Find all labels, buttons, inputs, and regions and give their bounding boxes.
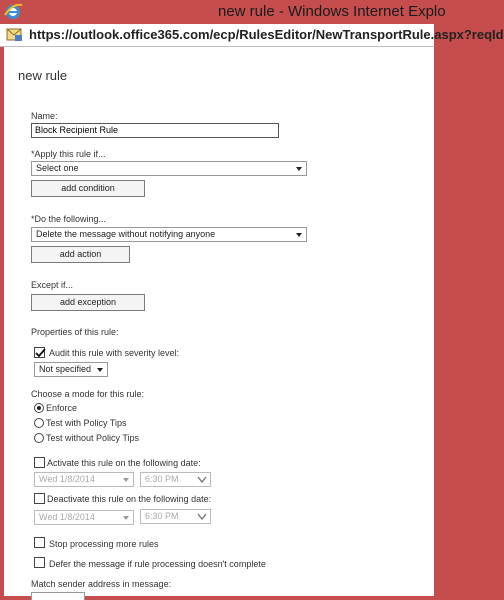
properties-label: Properties of this rule:: [31, 327, 119, 337]
deactivate-label: Deactivate this rule on the following date:: [47, 494, 212, 504]
chevron-down-icon: [97, 368, 103, 372]
chevron-down-icon: [296, 233, 302, 237]
add-condition-button[interactable]: add condition: [31, 180, 145, 197]
activate-date-value: Wed 1/8/2014: [39, 474, 95, 484]
add-exception-button[interactable]: add exception: [31, 294, 145, 311]
window-title: new rule - Windows Internet Explo: [218, 3, 446, 20]
mode-radio-test-with-tips[interactable]: [34, 418, 44, 428]
url-text[interactable]: https://outlook.office365.com/ecp/RulesEditor/NewTransportRule.aspx?reqId: [29, 27, 504, 42]
apply-rule-label: *Apply this rule if...: [31, 149, 106, 159]
chevron-down-icon: [123, 478, 129, 482]
chevron-down-icon: [198, 477, 206, 482]
deactivate-checkbox[interactable]: [34, 493, 45, 504]
audit-label: Audit this rule with severity level:: [49, 348, 180, 358]
mode-label: Choose a mode for this rule:: [31, 389, 145, 399]
action-value: Delete the message without notifying anyone: [36, 229, 216, 239]
defer-label: Defer the message if rule processing doesn't complete: [49, 559, 266, 569]
match-sender-label: Match sender address in message:: [31, 579, 172, 589]
activate-label: Activate this rule on the following date:: [47, 458, 201, 468]
except-if-label: Except if...: [31, 280, 74, 290]
stop-processing-label: Stop processing more rules: [49, 539, 159, 549]
internet-explorer-icon: [3, 1, 23, 21]
envelope-page-icon: [6, 27, 23, 42]
action-select[interactable]: [31, 227, 307, 242]
name-label: Name:: [31, 111, 58, 121]
mode-radio-test-without-tips[interactable]: [34, 433, 44, 443]
apply-condition-value: Select one: [36, 163, 79, 173]
page-content: [4, 47, 434, 596]
severity-value: Not specified: [39, 364, 92, 374]
chevron-down-icon: [123, 516, 129, 520]
activate-time-select[interactable]: [140, 472, 211, 487]
checkmark-icon: [34, 346, 47, 359]
activate-time-value: 6:30 PM: [145, 474, 179, 484]
audit-checkbox[interactable]: [34, 347, 45, 358]
deactivate-time-select[interactable]: [140, 509, 211, 524]
chevron-down-icon: [296, 167, 302, 171]
deactivate-date-value: Wed 1/8/2014: [39, 512, 95, 522]
page-title: new rule: [18, 68, 68, 83]
mode-label-test-without-tips: Test without Policy Tips: [46, 433, 140, 443]
address-bar[interactable]: [0, 24, 504, 47]
name-input[interactable]: Block Recipient Rule: [31, 123, 279, 138]
mode-radio-enforce[interactable]: [34, 403, 44, 413]
severity-select[interactable]: [34, 362, 108, 377]
deactivate-time-value: 6:30 PM: [145, 511, 179, 521]
deactivate-date-select[interactable]: [34, 510, 134, 525]
title-bar: [0, 0, 446, 24]
apply-condition-select[interactable]: [31, 161, 307, 176]
activate-date-select[interactable]: [34, 472, 134, 487]
mode-label-test-with-tips: Test with Policy Tips: [46, 418, 127, 428]
activate-checkbox[interactable]: [34, 457, 45, 468]
do-following-label: *Do the following...: [31, 214, 107, 224]
match-sender-select[interactable]: [31, 592, 85, 600]
radio-selected-dot: [37, 406, 41, 410]
defer-checkbox[interactable]: [34, 557, 45, 568]
stop-processing-checkbox[interactable]: [34, 537, 45, 548]
add-action-button[interactable]: add action: [31, 246, 130, 263]
mode-label-enforce: Enforce: [46, 403, 78, 413]
chevron-down-icon: [198, 514, 206, 519]
